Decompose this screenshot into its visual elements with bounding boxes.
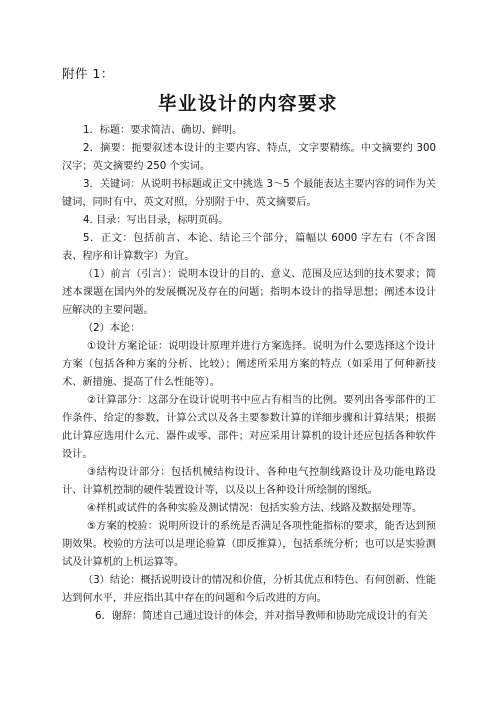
attachment-label: 附件 1： — [62, 66, 114, 81]
paragraph-scheme-verification: ⑤方案的校验：说明所设计的系统是否满足各项性能指标的要求，能否达到预期效果。校验的方法可以是理论验算（即反推算），包括系统分析；也可以是实验测试及计算机的上机运算等。 — [62, 521, 436, 568]
document-body — [62, 122, 436, 626]
document-title: 毕业设计的内容要求 — [157, 94, 338, 115]
paragraph-acknowledgements: 6．谢辞：简述自己通过设计的体会，并对指导教师和协助完成设计的有关 — [95, 611, 428, 622]
paragraph-experiments: ④样机或试件的各种实验及测试情况：包括实验方法、线路及数据处理等。 — [87, 503, 423, 514]
paragraph-abstract-requirement: 2．摘要：扼要叙述本设计的主要内容、特点，文字要精练。中文摘要约 300 汉字；英文摘要约 250 个实词。 — [62, 143, 436, 172]
paragraph-calculation: ②计算部分：这部分在设计说明书中应占有相当的比例。要列出各零部件的工作条件、给定的参数、计算公式以及各主要参数计算的详细步骤和计算结果；根据此计算应选用什么元、器件或零、部件；对应采用计算机的设计还应包括各种软件设计。 — [62, 395, 436, 460]
paragraph-keywords-requirement: 3．关键词：从说明书标题或正文中挑选 3～5 个最能表达主要内容的词作为关键词，同时有中、英文对照，分别附于中、英文摘要后。 — [62, 179, 436, 208]
paragraph-contents-requirement: 4. 目录：写出目录，标明页码。 — [83, 215, 229, 226]
paragraph-title-requirement: 1．标题：要求简洁、确切、鲜明。 — [83, 125, 243, 136]
paragraph-structure-design: ③结构设计部分：包括机械结构设计、各种电气控制线路设计及功能电路设计、计算机控制的硬件装置设计等，以及以上各种设计所绘制的图纸。 — [62, 467, 436, 496]
paragraph-introduction: （1）前言（引言）：说明本设计的目的、意义、范围及应达到的技术要求；简述本课题在国内外的发展概况及存在的问题；指明本设计的指导思想；阐述本设计应解决的主要问题。 — [62, 269, 436, 316]
paragraph-conclusion: （3）结论：概括说明设计的情况和价值，分析其优点和特色、有何创新、性能达到何水平，并应指出其中存在的问题和今后改进的方向。 — [62, 575, 436, 604]
paragraph-main-text-requirement: 5．正文：包括前言、本论、结论三个部分，篇幅以 6000 字左右（不含图表、程序和计算数字）为宜。 — [62, 233, 436, 262]
paragraph-main-discussion-heading: （2）本论： — [83, 323, 141, 334]
paragraph-scheme-demonstration: ①设计方案论证：说明设计原理并进行方案选择。说明为什么要选择这个设计方案（包括各种方案的分析、比较）；阐述所采用方案的特点（如采用了何种新技术、新措施、提高了什么性能等）。 — [62, 341, 436, 388]
